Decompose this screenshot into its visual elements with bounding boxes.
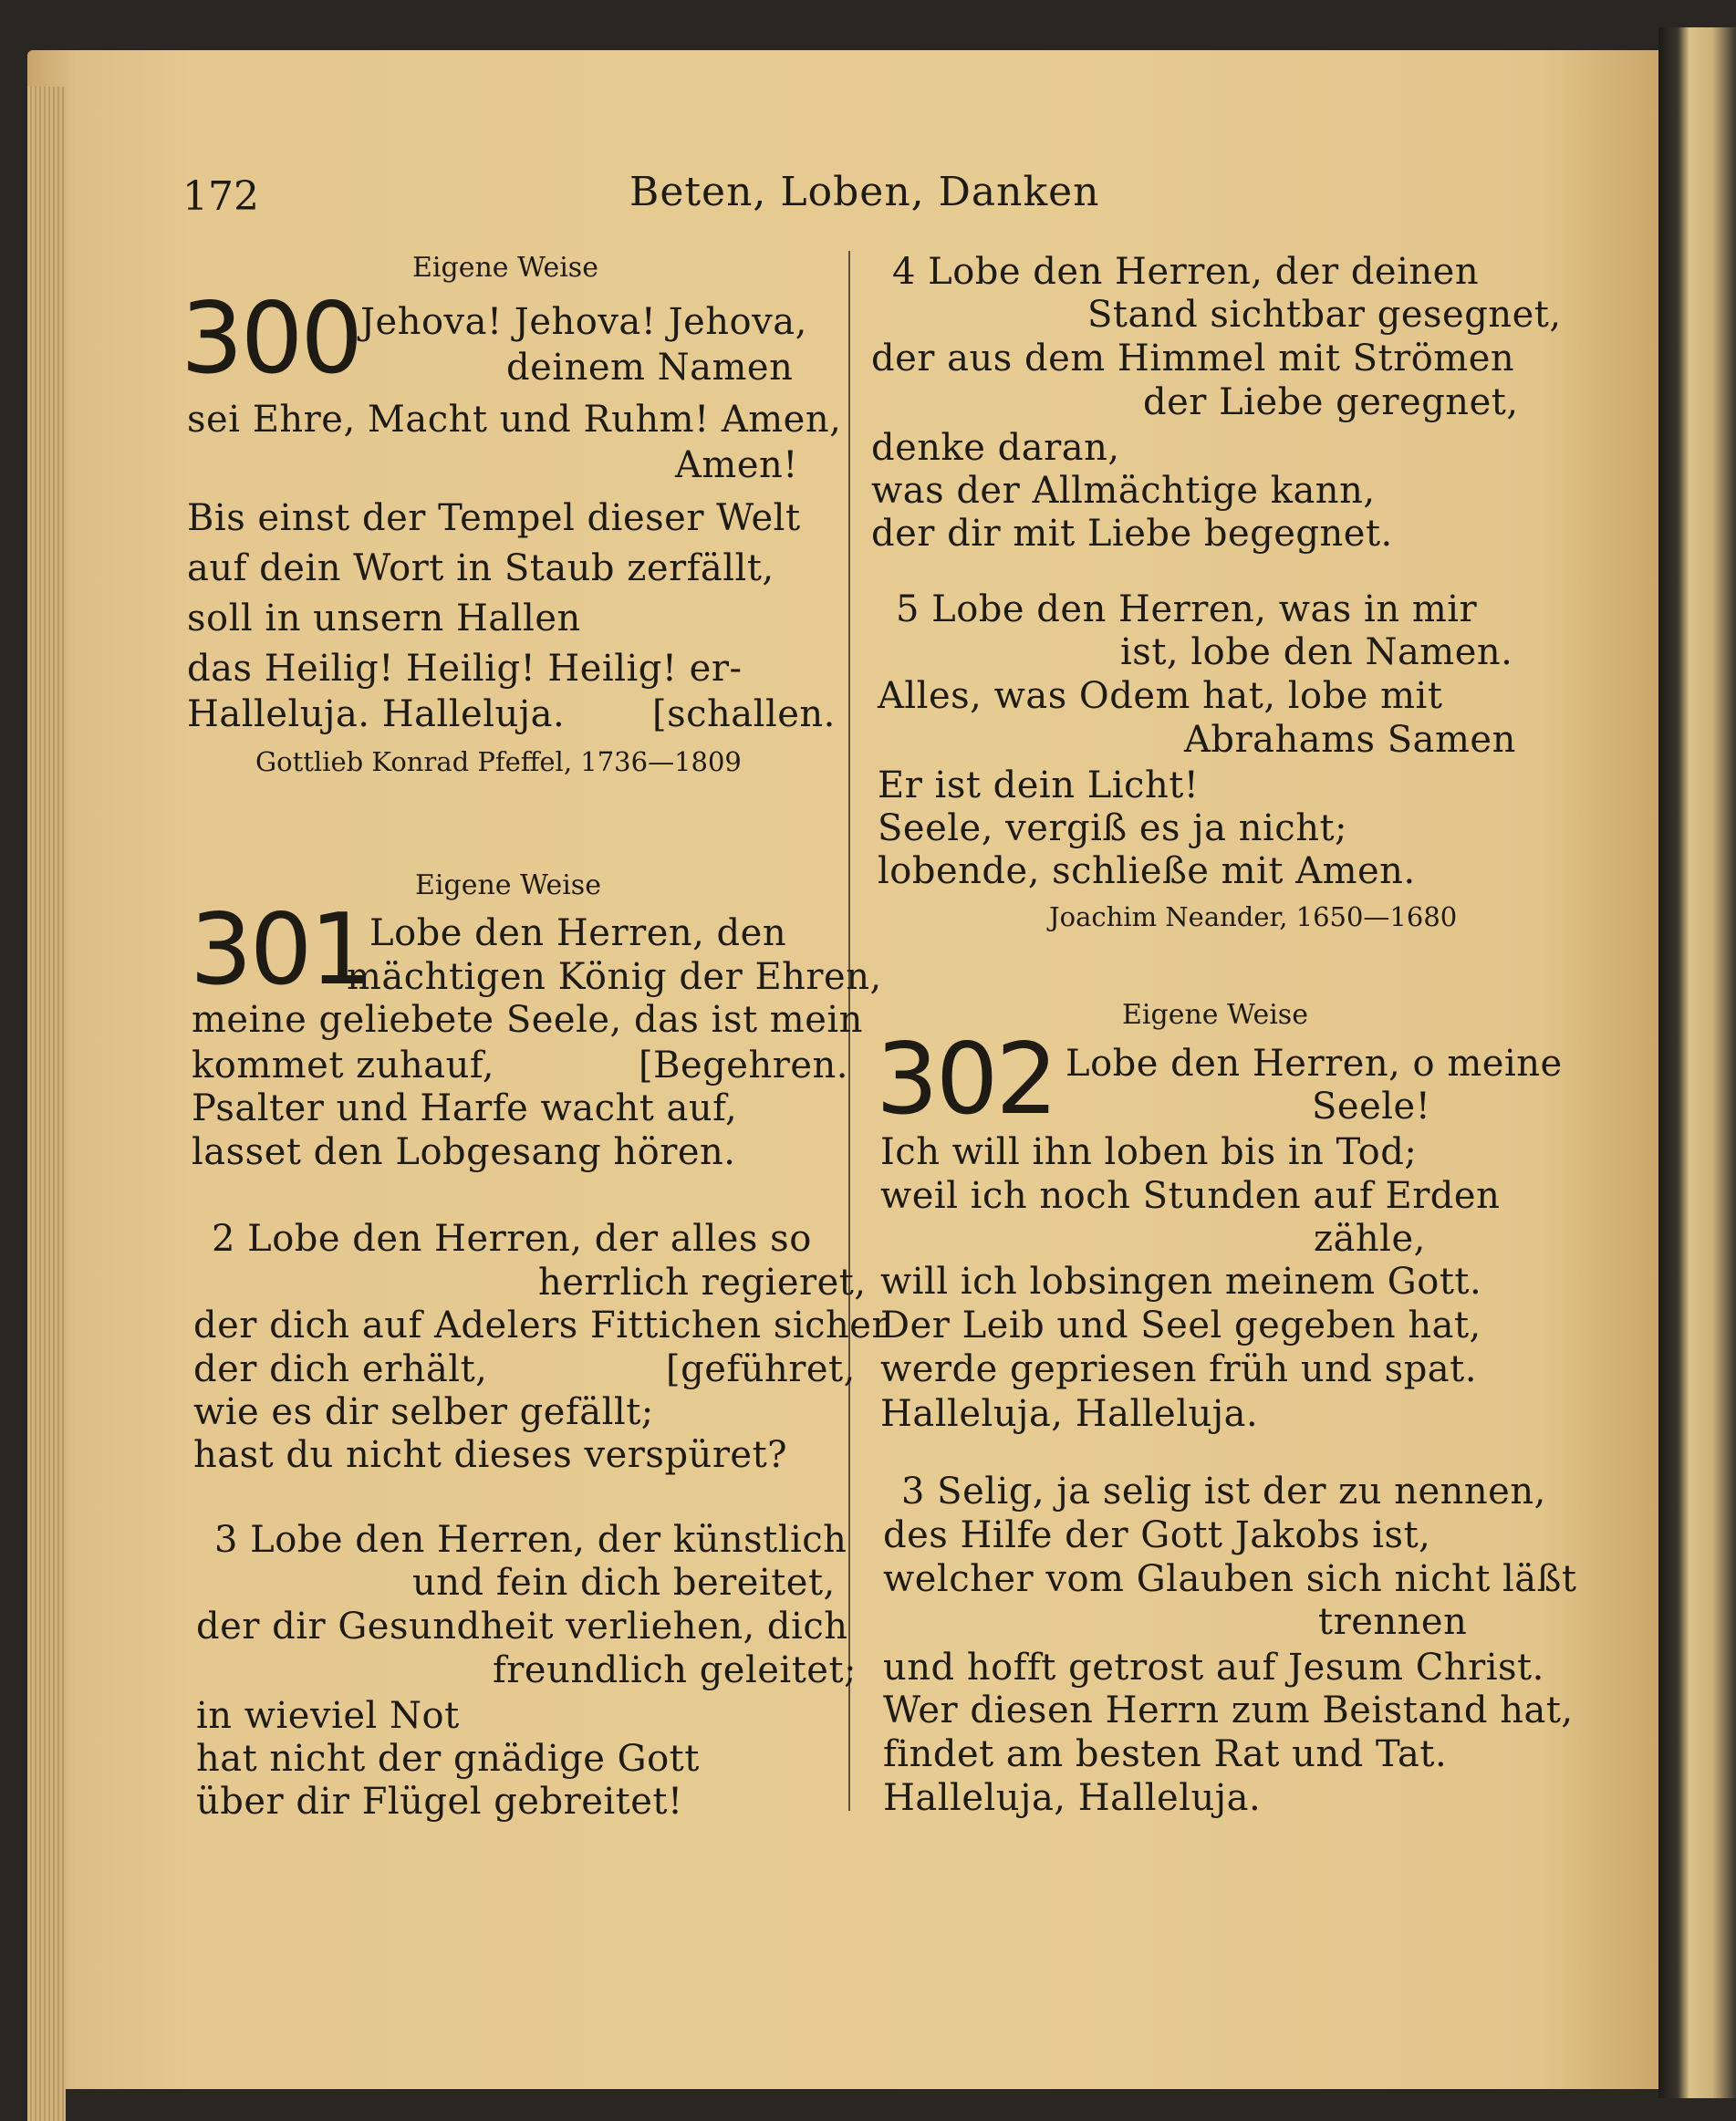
hymn-301-v2-line: wie es dir selber gefällt; (193, 1391, 654, 1433)
hymn-301-v2-line: herrlich regieret, (538, 1262, 867, 1304)
book-spine-edge (1658, 27, 1736, 2098)
hymn-301-line: lasset den Lobgesang hören. (192, 1131, 736, 1173)
hymn-302-tune: Eigene Weise (1122, 999, 1308, 1031)
hymn-300-line: Bis einst der Tempel dieser Welt (187, 497, 801, 539)
hymn-301-line: [Begehren. (639, 1045, 848, 1086)
hymn-301-v5-line: 5 Lobe den Herren, was in mir (896, 588, 1478, 630)
hymn-301-line: mächtigen König der Ehren, (347, 956, 882, 998)
hymn-301-v3-line: hat nicht der gnädige Gott (196, 1738, 700, 1780)
hymn-301-author: Joachim Neander, 1650—1680 (1049, 901, 1458, 932)
hymn-301-v4-line: 4 Lobe den Herren, der deinen (892, 251, 1480, 293)
hymn-301-v3-line: über dir Flügel gebreitet! (196, 1781, 683, 1823)
hymn-301-v3-line: in wieviel Not (196, 1695, 460, 1737)
hymn-300-line: soll in unsern Hallen (187, 598, 581, 639)
hymn-302-line: will ich lobsingen meinem Gott. (880, 1261, 1482, 1303)
hymn-301-v4-line: der Liebe geregnet, (1143, 381, 1519, 423)
hymn-301-v5-line: Er ist dein Licht! (878, 764, 1200, 806)
hymn-301-line: kommet zuhauf, (192, 1045, 494, 1086)
hymn-302-line: Ich will ihn loben bis in Tod; (880, 1131, 1418, 1173)
hymn-300-tune: Eigene Weise (412, 252, 598, 284)
hymn-301-v3-line: und fein dich bereitet, (412, 1562, 836, 1604)
hymn-301-tune: Eigene Weise (415, 869, 601, 901)
hymn-302-v3-line: findet am besten Rat und Tat. (883, 1733, 1448, 1775)
hymn-302-line: Seele! (1312, 1086, 1431, 1128)
hymn-300-number: 300 (181, 282, 361, 396)
hymn-300-line: auf dein Wort in Staub zerfällt, (187, 547, 774, 589)
hymn-301-v5-line: Alles, was Odem hat, lobe mit (878, 675, 1443, 717)
hymn-301-v2-line: [geführet, (666, 1348, 856, 1390)
hymn-302-v3-line: Wer diesen Herrn zum Beistand hat, (883, 1690, 1574, 1731)
hymn-301-line: Lobe den Herren, den (369, 912, 787, 954)
hymn-301-v4-line: denke daran, (871, 427, 1120, 469)
hymn-301-v4-line: der dir mit Liebe begegnet. (871, 513, 1393, 555)
hymn-300-line: Amen! (675, 444, 798, 486)
hymn-301-v4-line: Stand sichtbar gesegnet, (1087, 294, 1562, 336)
hymn-302-line: Lobe den Herren, o meine (1066, 1043, 1563, 1085)
hymn-302-v3-line: Halleluja, Halleluja. (883, 1777, 1262, 1819)
hymn-300-line: Jehova! Jehova! Jehova, (360, 301, 807, 343)
hymn-301-line: Psalter und Harfe wacht auf, (192, 1087, 738, 1129)
hymn-300-author: Gottlieb Konrad Pfeffel, 1736—1809 (255, 746, 742, 777)
hymn-301-v5-line: lobende, schließe mit Amen. (878, 850, 1416, 892)
hymn-302-line: weil ich noch Stunden auf Erden (880, 1175, 1501, 1217)
hymn-301-v3-line: 3 Lobe den Herren, der künstlich (214, 1519, 847, 1561)
page-number: 172 (182, 173, 259, 220)
hymn-301-number: 301 (190, 893, 370, 1007)
hymn-301-v5-line: Seele, vergiß es ja nicht; (878, 807, 1348, 849)
hymn-300-line: [schallen. (652, 693, 836, 735)
hymn-301-v3-line: der dir Gesundheit verliehen, dich (196, 1606, 848, 1648)
hymn-301-v2-line: der dich erhält, (193, 1348, 488, 1390)
hymn-300-line: das Heilig! Heilig! Heilig! er- (187, 648, 743, 690)
hymn-302-v3-line: des Hilfe der Gott Jakobs ist, (883, 1514, 1431, 1556)
hymn-302-v3-line: 3 Selig, ja selig ist der zu nennen, (901, 1471, 1546, 1513)
hymn-300-line: Halleluja. Halleluja. (187, 693, 566, 735)
page-edge-left (27, 87, 66, 2121)
hymn-302-line: werde gepriesen früh und spat. (880, 1348, 1477, 1390)
hymn-302-line: Halleluja, Halleluja. (880, 1393, 1259, 1435)
hymn-301-v4-line: der aus dem Himmel mit Strömen (871, 338, 1515, 379)
page-title: Beten, Loben, Danken (629, 169, 1100, 215)
hymn-302-v3-line: trennen (1318, 1601, 1468, 1643)
hymn-301-v5-line: Abrahams Samen (1184, 719, 1516, 761)
hymn-301-v4-line: was der Allmächtige kann, (871, 470, 1376, 512)
hymn-301-v3-line: freundlich geleitet; (493, 1649, 858, 1691)
hymn-301-v2-line: der dich auf Adelers Fittichen sicher (193, 1305, 890, 1346)
hymn-301-v5-line: ist, lobe den Namen. (1120, 631, 1513, 673)
hymn-302-number: 302 (876, 1023, 1056, 1137)
hymn-300-line: sei Ehre, Macht und Ruhm! Amen, (187, 399, 842, 441)
hymn-301-v2-line: hast du nicht dieses verspüret? (193, 1434, 788, 1476)
hymn-302-line: Der Leib und Seel gegeben hat, (880, 1305, 1481, 1346)
hymn-302-v3-line: welcher vom Glauben sich nicht läßt (883, 1558, 1577, 1600)
hymn-300-line: deinem Namen (506, 347, 794, 389)
hymn-302-v3-line: und hofft getrost auf Jesum Christ. (883, 1647, 1544, 1689)
hymn-301-v2-line: 2 Lobe den Herren, der alles so (212, 1218, 812, 1260)
hymn-301-line: meine geliebete Seele, das ist mein (192, 999, 863, 1041)
hymn-302-line: zähle, (1314, 1218, 1426, 1260)
